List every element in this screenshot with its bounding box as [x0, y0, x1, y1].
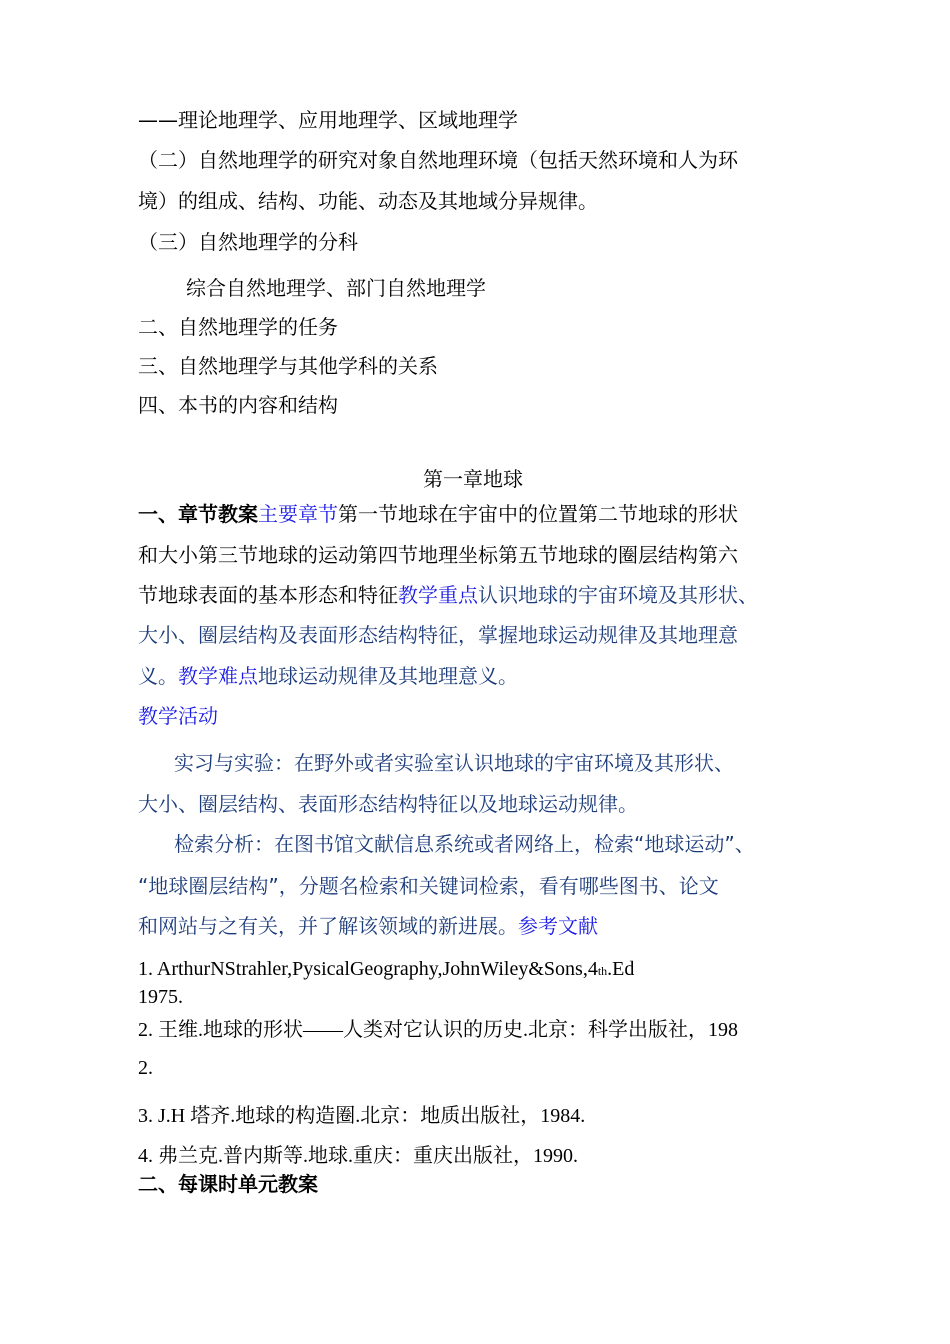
main-sections-label: 主要章节 — [258, 502, 338, 526]
activity-2-line-1: 检索分析：在图书馆文献信息系统或者网络上，检索“地球运动”、 — [174, 832, 755, 856]
intro-line-2: （二）自然地理学的研究对象自然地理环境（包括天然环境和人为环 — [138, 148, 738, 172]
difficulty-label: 教学难点 — [178, 664, 258, 688]
section-heading-2: 二、每课时单元教案 — [138, 1172, 318, 1196]
intro-line-7: 三、自然地理学与其他学科的关系 — [138, 354, 438, 378]
chapter-line-5 — [138, 662, 518, 690]
intro-line-5: 综合自然地理学、部门自然地理学 — [186, 276, 486, 300]
intro-line-8: 四、本书的内容和结构 — [138, 393, 338, 417]
activity-label: 教学活动 — [138, 704, 218, 728]
intro-line-6: 二、自然地理学的任务 — [138, 315, 338, 339]
activity-1-line-2: 大小、圈层结构、表面形态结构特征以及地球运动规律。 — [138, 792, 638, 816]
reference-1-ed: .Ed — [607, 958, 635, 980]
reference-1 — [138, 955, 634, 985]
activity-2-line-3 — [138, 912, 598, 940]
focus-label: 教学重点 — [398, 583, 478, 607]
chapter-line-1 — [138, 500, 738, 528]
chapter-text-5b: 地球运动规律及其地理意义。 — [258, 664, 518, 688]
activity-2-text-3: 和网站与之有关，并了解该领域的新进展。 — [138, 914, 518, 938]
intro-line-1: ——理论地理学、应用地理学、区域地理学 — [138, 108, 518, 132]
chapter-title: 第一章地球 — [423, 467, 523, 491]
activity-1-line-1: 实习与实验：在野外或者实验室认识地球的宇宙环境及其形状、 — [174, 751, 734, 775]
reference-2: 2. 王维.地球的形状——人类对它认识的历史.北京：科学出版社，198 — [138, 1019, 738, 1041]
reference-3: 3. J.H 塔齐.地球的构造圈.北京：地质出版社，1984. — [138, 1105, 586, 1127]
section-heading-1: 一、章节教案 — [138, 502, 258, 526]
chapter-text-1a: 第一节地球在宇宙中的位置第二节地球的形状 — [338, 502, 738, 526]
reference-1-text: 1. ArthurNStrahler,PysicalGeography,JohnWiley&Sons,4 — [138, 958, 598, 980]
chapter-text-5a: 义。 — [138, 664, 178, 688]
reference-2-wrap: 2. — [138, 1057, 153, 1079]
chapter-text-3a: 节地球表面的基本形态和特征 — [138, 583, 398, 607]
intro-line-4: （三）自然地理学的分科 — [138, 230, 358, 254]
chapter-text-3b: 认识地球的宇宙环境及其形状、 — [478, 583, 758, 607]
reference-1-year: 1975. — [138, 986, 183, 1008]
activity-2-line-2: “地球圈层结构”，分题名检索和关键词检索，看有哪些图书、论文 — [138, 874, 719, 898]
chapter-line-3 — [138, 581, 758, 609]
chapter-line-2: 和大小第三节地球的运动第四节地理坐标第五节地球的圈层结构第六 — [138, 543, 738, 567]
chapter-line-4: 大小、圈层结构及表面形态结构特征，掌握地球运动规律及其地理意 — [138, 623, 738, 647]
reference-1-edition-suffix: th — [597, 964, 608, 978]
intro-line-3: 境）的组成、结构、功能、动态及其地域分异规律。 — [138, 189, 598, 213]
references-label: 参考文献 — [518, 914, 598, 938]
reference-4: 4. 弗兰克.普内斯等.地球.重庆：重庆出版社，1990. — [138, 1145, 578, 1167]
